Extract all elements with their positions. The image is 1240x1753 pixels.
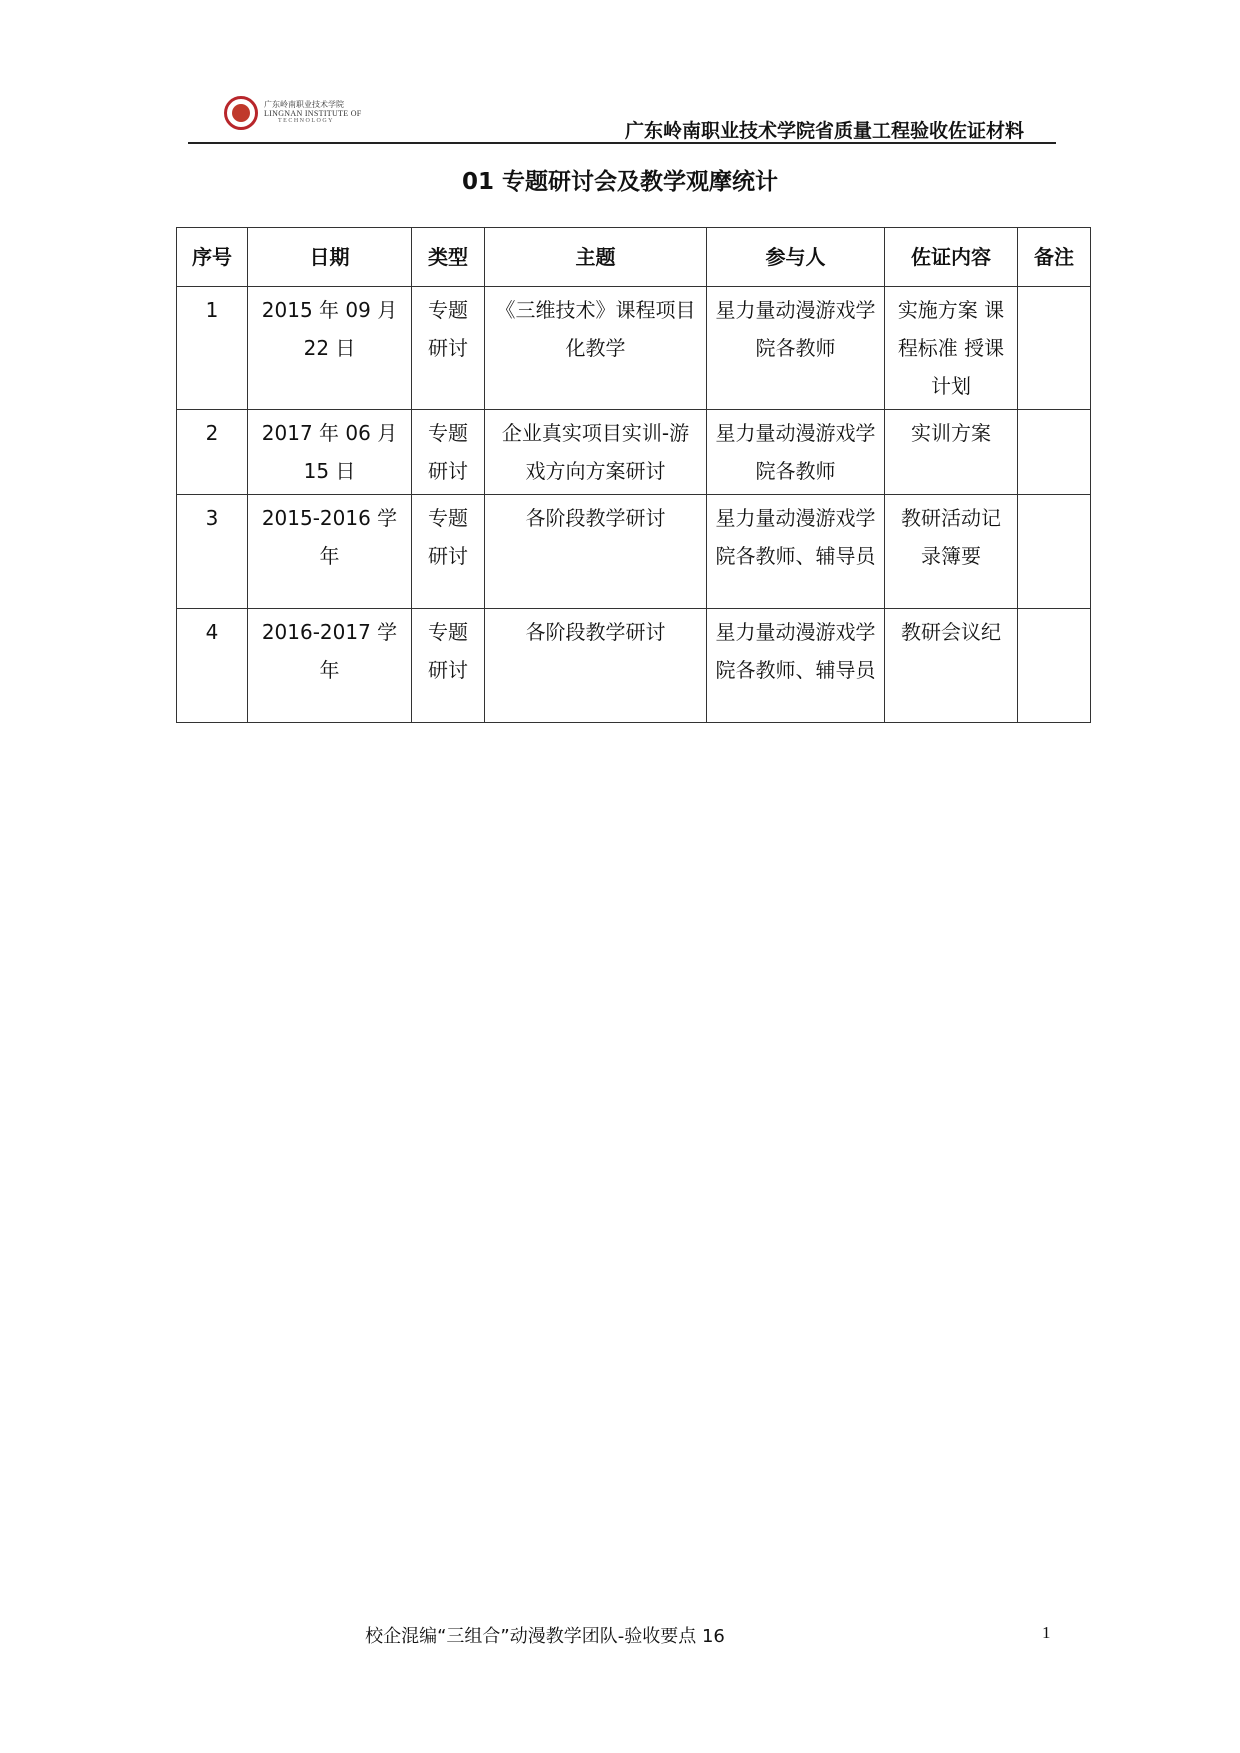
cell-date: 2015-2016 学年: [248, 495, 412, 609]
cell-topic: 各阶段教学研讨: [485, 495, 707, 609]
header-no: 序号: [177, 228, 248, 287]
cell-note: [1018, 287, 1091, 410]
cell-note: [1018, 495, 1091, 609]
table-row: [177, 410, 1091, 495]
cell-no: 1: [177, 287, 248, 410]
cell-date: 2017 年 06 月 15 日: [248, 410, 412, 495]
logo-name-cn: 广东岭南职业技术学院: [264, 100, 344, 110]
cell-evidence: 实施方案 课程标准 授课计划: [885, 287, 1018, 410]
cell-type: 专题研讨: [412, 609, 485, 723]
header-date: 日期: [248, 228, 412, 287]
cell-participants: 星力量动漫游戏学院各教师、辅导员: [707, 495, 885, 609]
header-topic: 主题: [485, 228, 707, 287]
cell-evidence: 教研会议纪: [885, 609, 1018, 723]
seminar-statistics-table: [176, 227, 1091, 723]
document-title: 01 专题研讨会及教学观摩统计: [461, 169, 778, 195]
cell-type: 专题研讨: [412, 410, 485, 495]
cell-no: 4: [177, 609, 248, 723]
cell-type: 专题研讨: [412, 495, 485, 609]
cell-no: 2: [177, 410, 248, 495]
header-type: 类型: [412, 228, 485, 287]
page-footer: [0, 1622, 1240, 1652]
page-header: [188, 92, 1056, 144]
cell-evidence: 教研活动记录簿要: [885, 495, 1018, 609]
table-row: [177, 287, 1091, 410]
cell-topic: 企业真实项目实训-游戏方向方案研讨: [485, 410, 707, 495]
table-row: [177, 609, 1091, 723]
cell-no: 3: [177, 495, 248, 609]
header-title: 广东岭南职业技术学院省质量工程验收佐证材料: [624, 120, 1024, 142]
header-divider: [188, 142, 1056, 144]
cell-participants: 星力量动漫游戏学院各教师: [707, 287, 885, 410]
header-note: 备注: [1018, 228, 1091, 287]
cell-participants: 星力量动漫游戏学院各教师: [707, 410, 885, 495]
table-row: [177, 495, 1091, 609]
cell-note: [1018, 609, 1091, 723]
logo-text: [264, 101, 362, 124]
logo-name-en-1: LINGNAN INSTITUTE OF: [264, 108, 362, 118]
cell-note: [1018, 410, 1091, 495]
institute-seal-icon: [224, 96, 258, 130]
cell-evidence: 实训方案: [885, 410, 1018, 495]
header-participants: 参与人: [707, 228, 885, 287]
cell-topic: 《三维技术》课程项目化教学: [485, 287, 707, 410]
cell-type: 专题研讨: [412, 287, 485, 410]
table-header-row: [177, 228, 1091, 287]
institute-logo: [224, 96, 362, 130]
cell-topic: 各阶段教学研讨: [485, 609, 707, 723]
cell-date: 2015 年 09 月 22 日: [248, 287, 412, 410]
cell-date: 2016-2017 学年: [248, 609, 412, 723]
cell-participants: 星力量动漫游戏学院各教师、辅导员: [707, 609, 885, 723]
page-number: 1: [1042, 1623, 1051, 1642]
header-evidence: 佐证内容: [885, 228, 1018, 287]
logo-name-en-2: TECHNOLOGY: [278, 118, 334, 125]
footer-text: 校企混编“三组合”动漫教学团队-验收要点 16: [365, 1626, 725, 1647]
